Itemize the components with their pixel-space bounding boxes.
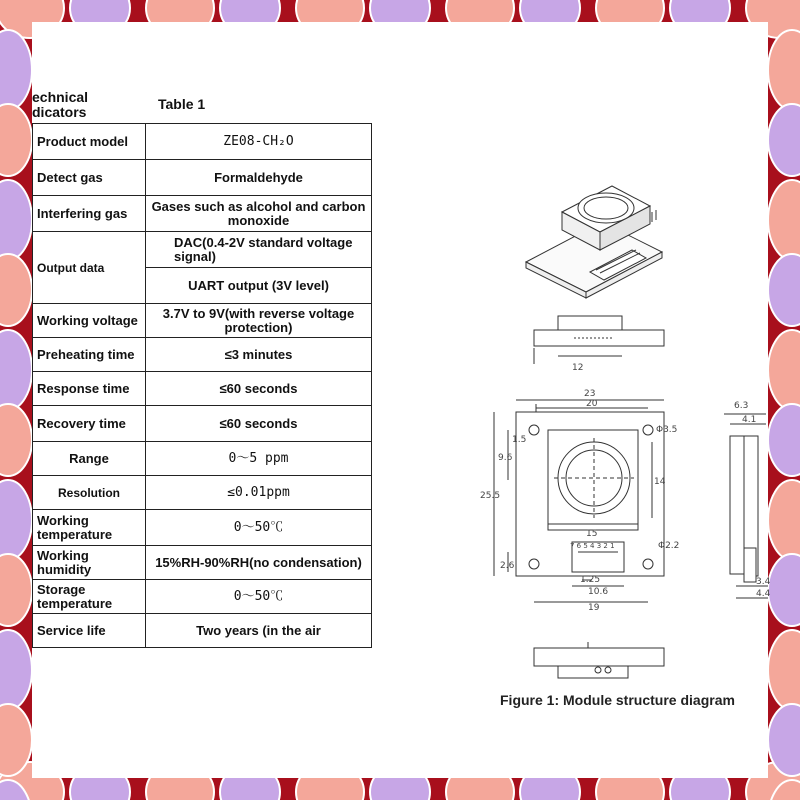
frame-bubble (0, 554, 32, 626)
table-row (33, 546, 372, 580)
table-title: Table 1 (158, 96, 206, 112)
row-value: ≤3 minutes (146, 338, 372, 372)
module-structure-diagram (472, 142, 771, 682)
frame-bubble (768, 104, 800, 176)
dim-bottom-width: 19 (588, 603, 600, 613)
row-label: Output data (33, 232, 146, 304)
dim-bottom-small: 2.6 (500, 561, 515, 571)
row-label: Detect gas (33, 160, 146, 196)
dim-upper-offset: 9.6 (498, 453, 513, 463)
module-isometric-view (526, 186, 662, 298)
dim-top-width: 23 (584, 389, 596, 399)
row-value: Two years (in the air (146, 614, 372, 648)
dim-upper-small: 1.5 (512, 435, 527, 445)
front-view (494, 400, 664, 602)
row-label: Range (33, 442, 146, 476)
frame-bubble (0, 104, 32, 176)
frame-bubble (768, 404, 800, 476)
row-label: Response time (33, 372, 146, 406)
frame-bubble (768, 554, 800, 626)
row-label: Preheating time (33, 338, 146, 372)
dim-side-top: 6.3 (734, 401, 749, 411)
spec-table (32, 123, 372, 648)
row-value: DAC(0.4-2V standard voltage signal) (146, 232, 372, 268)
row-label: Resolution (33, 476, 146, 510)
row-value: Gases such as alcohol and carbon monoxide (146, 196, 372, 232)
frame-bubble (768, 180, 800, 260)
table-row (33, 442, 372, 476)
frame-bubble (0, 254, 32, 326)
row-value: 0～50℃ (146, 580, 372, 614)
dim-pin-span: 10.6 (588, 587, 609, 597)
bottom-view (534, 642, 664, 678)
row-value: Formaldehyde (146, 160, 372, 196)
row-label: Interfering gas (33, 196, 146, 232)
row-value: 0～5 ppm (146, 442, 372, 476)
frame-bubble (768, 330, 800, 410)
frame-bubble (768, 30, 800, 110)
frame-bubble (0, 404, 32, 476)
row-label: Storage temperature (33, 580, 146, 614)
dim-center-width: 15 (586, 529, 598, 539)
dim-center-height: 14 (654, 477, 666, 487)
row-label: Working humidity (33, 546, 146, 580)
dim-side-b2: 4.4 (756, 589, 771, 599)
dim-side-mid: 4.1 (742, 415, 757, 425)
frame-bubble (768, 254, 800, 326)
table-row (33, 124, 372, 160)
table-row (33, 338, 372, 372)
dim-hole2: Φ2.2 (658, 541, 680, 551)
row-label: Working temperature (33, 510, 146, 546)
row-label: Recovery time (33, 406, 146, 442)
row-label: Service life (33, 614, 146, 648)
table-row (33, 232, 372, 268)
connector-top-view (534, 316, 664, 364)
table-row (33, 196, 372, 232)
table-row (33, 304, 372, 338)
row-value: 15%RH-90%RH(no condensation) (146, 546, 372, 580)
table-row (33, 476, 372, 510)
dim-side-b1: 3.4 (756, 577, 771, 587)
frame-bubble (0, 630, 32, 710)
table-row (33, 372, 372, 406)
row-value: 3.7V to 9V(with reverse voltage protection) (146, 304, 372, 338)
row-value: ZE08-CH₂O (146, 124, 372, 160)
table-row (33, 406, 372, 442)
row-value: ≤0.01ppm (146, 476, 372, 510)
connector-pin-labels: 7 6 5 4 3 2 1 (570, 542, 615, 550)
dim-hole: Φ3.5 (656, 425, 678, 435)
dim-pin-pitch: 1.25 (580, 575, 601, 585)
row-value: ≤60 seconds (146, 406, 372, 442)
row-label: Working voltage (33, 304, 146, 338)
figure-caption: Figure 1: Module structure diagram (500, 692, 735, 708)
row-value: ≤60 seconds (146, 372, 372, 406)
table-row (33, 510, 372, 546)
dim-left-height: 25.5 (480, 491, 501, 501)
frame-bubble (0, 30, 32, 110)
row-value-2: UART output (3V level) (146, 268, 372, 304)
frame-bubble (0, 480, 32, 560)
frame-bubble (768, 480, 800, 560)
row-value: 0～50℃ (146, 510, 372, 546)
table-row (33, 160, 372, 196)
table-row (33, 580, 372, 614)
dim-connector-width: 12 (572, 363, 584, 373)
document-page (32, 22, 771, 778)
frame-bubble (0, 330, 32, 410)
frame-bubble (768, 630, 800, 710)
row-label: Product model (33, 124, 146, 160)
frame-bubble (0, 180, 32, 260)
dim-inner-width: 20 (586, 399, 598, 409)
table-row (33, 614, 372, 648)
side-view (724, 414, 768, 598)
section-heading: echnical dicators (32, 89, 89, 120)
